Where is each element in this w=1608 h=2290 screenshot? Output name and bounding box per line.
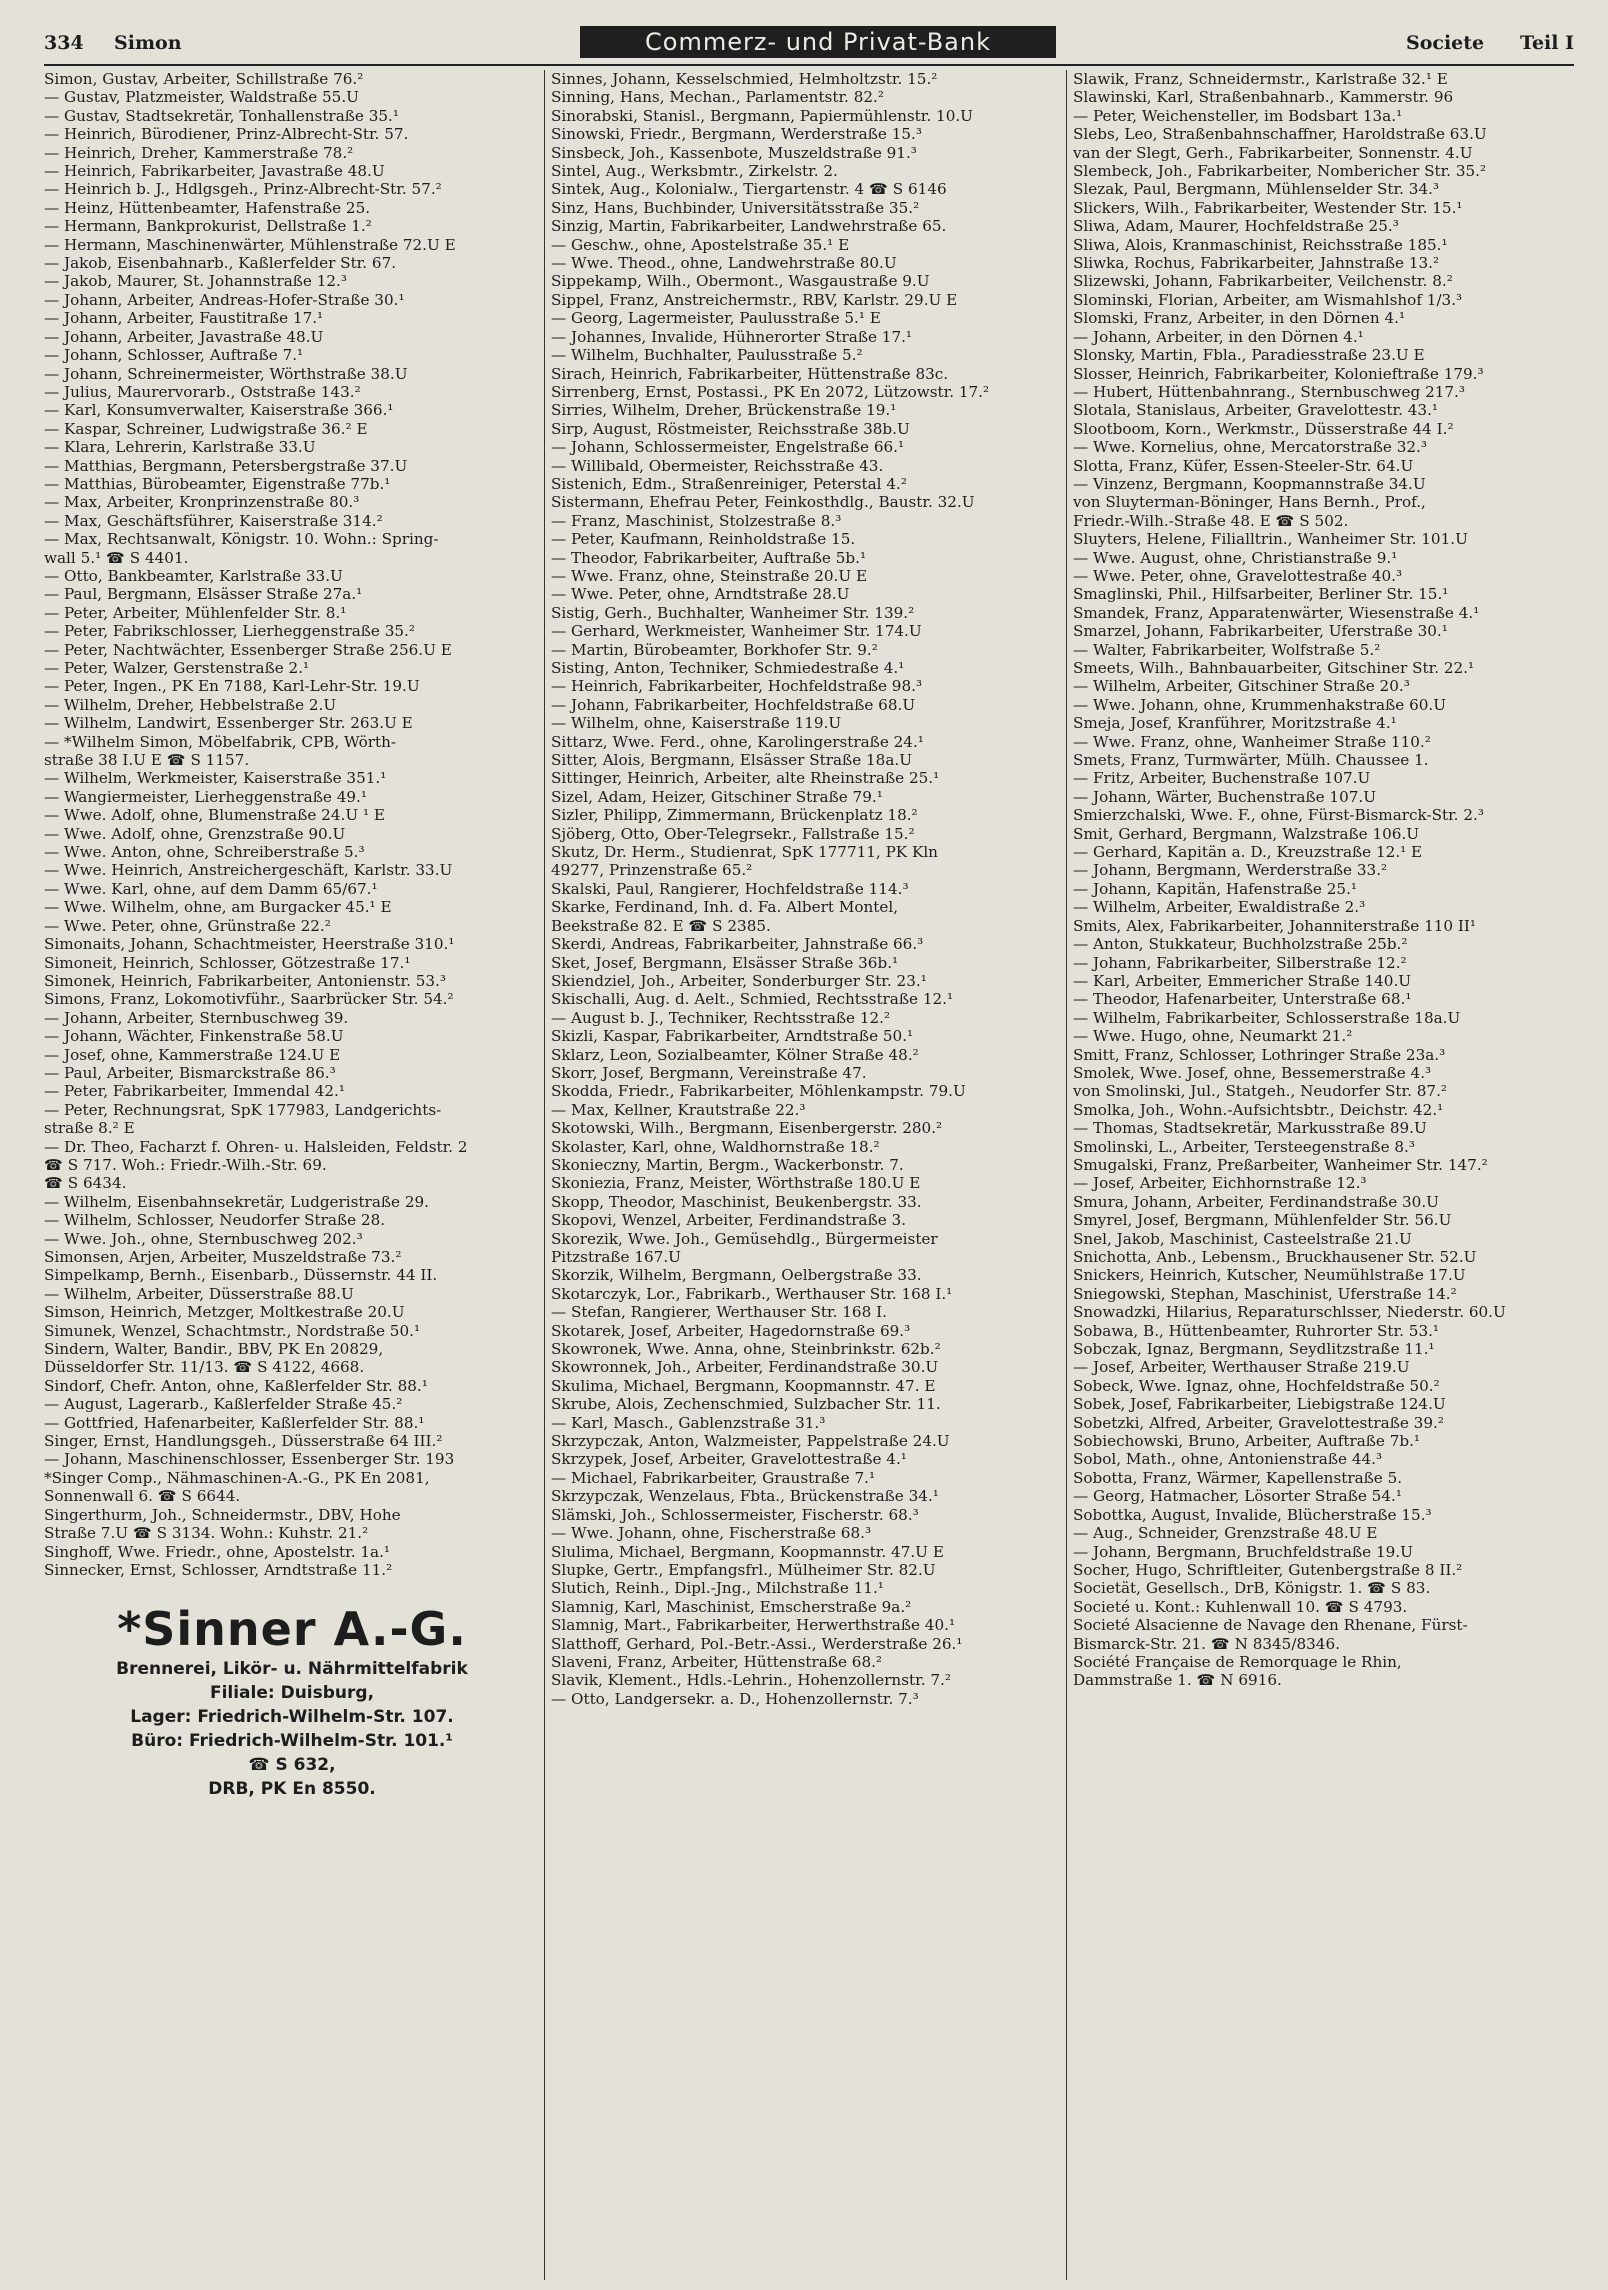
directory-entry: Pitzstraße 167.U (551, 1248, 681, 1266)
directory-entry: Smierzchalski, Wwe. F., ohne, Fürst-Bismarck-Str. 2.³ (1073, 806, 1484, 825)
directory-entry: Sluyters, Helene, Filialltrin., Wanheimer Str. 101.U (1073, 530, 1468, 549)
directory-entry: Bismarck-Str. 21. ☎ N 8345/8346. (1073, 1634, 1340, 1653)
directory-entry: — Peter, Fabrikschlosser, Lierheggenstraße 35.² (44, 622, 415, 641)
directory-entry: — Wilhelm, Arbeiter, Düsserstraße 88.U (44, 1284, 354, 1303)
directory-entry: — Heinz, Hüttenbeamter, Hafenstraße 25. (44, 198, 371, 217)
directory-entry: Slamnig, Mart., Fabrikarbeiter, Herwerthstraße 40.¹ (551, 1616, 956, 1635)
directory-entry: Singer, Ernst, Handlungsgeh., Düsserstraße 64 III.² (44, 1432, 443, 1451)
directory-entry: von Smolinski, Jul., Statgeh., Neudorfer Str. 87.² (1073, 1082, 1448, 1101)
directory-entry: Sistenich, Edm., Straßenreiniger, Peterstal 4.² (551, 474, 907, 493)
directory-entry: Skalski, Paul, Rangierer, Hochfeldstraße 114.³ (551, 879, 909, 898)
directory-entry: Singhoff, Wwe. Friedr., ohne, Apostelstr. 1a.¹ (44, 1542, 390, 1561)
directory-entry: — Wilhelm, Fabrikarbeiter, Schlosserstraße 18a.U (1073, 1008, 1461, 1027)
directory-entry: — Johann, Wärter, Buchenstraße 107.U (1073, 787, 1377, 806)
directory-entry: Slembeck, Joh., Fabrikarbeiter, Nombericher Str. 35.² (1073, 162, 1487, 181)
directory-entry: — Dr. Theo, Facharzt f. Ohren- u. Halsleiden, Feldstr. 2 (44, 1137, 468, 1156)
directory-entry: Smolek, Wwe. Josef, ohne, Bessemerstraße 4.³ (1073, 1063, 1432, 1082)
directory-entry: Skerdi, Andreas, Fabrikarbeiter, Jahnstraße 66.³ (551, 935, 924, 954)
directory-entry: Slickers, Wilh., Fabrikarbeiter, Westender Str. 15.¹ (1073, 198, 1463, 217)
directory-entry: — Gerhard, Kapitän a. D., Kreuzstraße 12.¹ E (1073, 843, 1423, 862)
directory-entry: — Gerhard, Werkmeister, Wanheimer Str. 174.U (551, 622, 922, 641)
directory-entry: — Johann, Bergmann, Werderstraße 33.² (1073, 861, 1388, 880)
directory-entry: ☎ S 717. Woh.: Friedr.-Wilh.-Str. 69. (44, 1155, 327, 1174)
directory-entry: — Peter, Arbeiter, Mühlenfelder Str. 8.¹ (44, 603, 347, 622)
directory-entry: Skorezik, Wwe. Joh., Gemüsehdlg., Bürgermeister (551, 1229, 938, 1248)
directory-entry: — Geschw., ohne, Apostelstraße 35.¹ E (551, 235, 850, 254)
directory-entry: Slawik, Franz, Schneidermstr., Karlstraße 32.¹ E (1073, 70, 1448, 88)
directory-entry: Slaveni, Franz, Arbeiter, Hüttenstraße 68.² (551, 1652, 883, 1671)
directory-entry: — Josef, Arbeiter, Werthauser Straße 219.U (1073, 1358, 1410, 1377)
directory-entry: Sobol, Math., ohne, Antonienstraße 44.³ (1073, 1450, 1383, 1469)
directory-entry: Smeets, Wilh., Bahnbauarbeiter, Gitschiner Str. 22.¹ (1073, 659, 1475, 677)
directory-entry: — Vinzenz, Bergmann, Koopmannstraße 34.U (1073, 474, 1426, 493)
directory-entry: Sliwa, Alois, Kranmaschinist, Reichsstraße 185.¹ (1073, 235, 1448, 254)
directory-entry: Sirries, Wilhelm, Dreher, Brückenstraße 19.¹ (551, 401, 897, 420)
directory-entry: — Johann, Kapitän, Hafenstraße 25.¹ (1073, 879, 1357, 898)
directory-entry: — Wilhelm, Dreher, Hebbelstraße 2.U (44, 695, 337, 714)
directory-entry: Sket, Josef, Bergmann, Elsässer Straße 36b.¹ (551, 953, 899, 972)
directory-entry: — Gottfried, Hafenarbeiter, Kaßlerfelder Str. 88.¹ (44, 1413, 425, 1432)
directory-entry: van der Slegt, Gerh., Fabrikarbeiter, Sonnenstr. 4.U (1073, 143, 1473, 162)
directory-entry: straße 8.² E (44, 1119, 135, 1138)
directory-entry: — Wilhelm, Arbeiter, Ewaldistraße 2.³ (1073, 898, 1366, 917)
directory-entry: Snowadzki, Hilarius, Reparaturschlsser, Niederstr. 60.U (1073, 1303, 1506, 1322)
directory-entry: — Wwe. Peter, ohne, Grünstraße 22.² (44, 916, 331, 935)
directory-entry: — Johann, Schreinermeister, Wörthstraße 38.U (44, 364, 408, 383)
directory-entry: Société Française de Remorquage le Rhin, (1073, 1652, 1402, 1671)
directory-entry: — Wwe. August, ohne, Christianstraße 9.¹ (1073, 548, 1398, 567)
directory-entry: Slulima, Michael, Bergmann, Koopmannstr. 47.U E (551, 1542, 944, 1561)
directory-entry: Sinorabski, Stanisl., Bergmann, Papiermühlenstr. 10.U (551, 106, 973, 125)
directory-entry: — Heinrich, Bürodiener, Prinz-Albrecht-Str. 57. (44, 125, 409, 144)
directory-entry: — Josef, Arbeiter, Eichhornstraße 12.³ (1073, 1174, 1367, 1193)
directory-entry: Slosser, Heinrich, Fabrikarbeiter, Kolonieftraße 179.³ (1073, 364, 1484, 383)
directory-entry: — Johann, Schlosser, Auftraße 7.¹ (44, 346, 304, 365)
ad-company-name: *Sinner A.-G. (117, 1602, 467, 1657)
directory-entry: Sintek, Aug., Kolonialw., Tiergartenstr. 4 ☎ S 6146 (551, 180, 947, 199)
directory-entry: Skoniezia, Franz, Meister, Wörthstraße 180.U E (551, 1174, 921, 1193)
directory-entry: Skorr, Josef, Bergmann, Vereinstraße 47. (551, 1063, 867, 1082)
directory-entry: — Wwe. Peter, ohne, Arndtstraße 28.U (551, 585, 850, 604)
directory-entry: — Heinrich b. J., Hdlgsgeh., Prinz-Albrecht-Str. 57.² (44, 180, 442, 199)
directory-entry: Skotowski, Wilh., Bergmann, Eisenbergerstr. 280.² (551, 1119, 943, 1138)
directory-entry: — Peter, Ingen., PK En 7188, Karl-Lehr-Str. 19.U (44, 677, 420, 696)
directory-entry: Sintel, Aug., Werksbmtr., Zirkelstr. 2. (551, 162, 838, 181)
directory-entry: — Karl, Konsumverwalter, Kaiserstraße 366.¹ (44, 401, 394, 420)
directory-entry: — Gustav, Platzmeister, Waldstraße 55.U (44, 88, 359, 107)
directory-entry: Slonsky, Martin, Fbla., Paradiesstraße 23.U E (1073, 346, 1425, 365)
directory-entry: — Michael, Fabrikarbeiter, Graustraße 7.¹ (551, 1468, 876, 1487)
directory-entry: Slämski, Joh., Schlossermeister, Fischerstr. 68.³ (551, 1505, 919, 1524)
directory-entry: — Heinrich, Dreher, Kammerstraße 78.² (44, 143, 354, 162)
directory-entry: — Thomas, Stadtsekretär, Markusstraße 89.U (1073, 1119, 1427, 1138)
directory-entry: Sirrenberg, Ernst, Postassi., PK En 2072, Lützowstr. 17.² (551, 382, 990, 401)
directory-entry: straße 38 I.U E ☎ S 1157. (44, 751, 250, 770)
directory-entry: Simoneit, Heinrich, Schlosser, Götzestraße 17.¹ (44, 953, 411, 972)
directory-entry: — Wwe. Kornelius, ohne, Mercatorstraße 32.³ (1073, 438, 1427, 457)
directory-entry: Sobotta, Franz, Wärmer, Kapellenstraße 5. (1073, 1468, 1403, 1487)
directory-entry: Slominski, Florian, Arbeiter, am Wismahlshof 1/3.³ (1073, 290, 1463, 309)
directory-entry: Skrube, Alois, Zechenschmied, Sulzbacher Str. 11. (551, 1395, 941, 1414)
directory-entry: — Wwe. Johann, ohne, Krummenhakstraße 60.U (1073, 695, 1447, 714)
directory-entry: wall 5.¹ ☎ S 4401. (44, 548, 189, 567)
directory-entry: Skotarczyk, Lor., Fabrikarb., Werthauser Str. 168 I.¹ (551, 1284, 953, 1303)
directory-entry: Skarke, Ferdinand, Inh. d. Fa. Albert Montel, (551, 898, 899, 917)
directory-entry: Simonsen, Arjen, Arbeiter, Muszeldstraße 73.² (44, 1248, 402, 1266)
directory-entry: — Stefan, Rangierer, Werthauser Str. 168 I. (551, 1303, 887, 1322)
directory-entry: Snickers, Heinrich, Kutscher, Neumühlstraße 17.U (1073, 1266, 1466, 1285)
advertisement-sinner (44, 1601, 540, 1801)
directory-entry: Slebs, Leo, Straßenbahnschaffner, Haroldstraße 63.U (1073, 125, 1487, 144)
directory-entry: Simunek, Wenzel, Schachtmstr., Nordstraße 50.¹ (44, 1321, 421, 1340)
directory-entry: — Johann, Wächter, Finkenstraße 58.U (44, 1027, 344, 1046)
directory-entry: — Max, Arbeiter, Kronprinzenstraße 80.³ (44, 493, 360, 512)
directory-entry: Singerthurm, Joh., Schneidermstr., DBV, Hohe (44, 1505, 401, 1524)
directory-entry: — Paul, Arbeiter, Bismarckstraße 86.³ (44, 1063, 336, 1082)
directory-entry: — Johann, Fabrikarbeiter, Silberstraße 12.² (1073, 953, 1407, 972)
directory-entry: Sinnecker, Ernst, Schlosser, Arndtstraße 11.² (44, 1560, 393, 1579)
directory-entry: — Peter, Fabrikarbeiter, Immendal 42.¹ (44, 1082, 345, 1101)
directory-entry: Sittinger, Heinrich, Arbeiter, alte Rheinstraße 25.¹ (551, 769, 940, 788)
directory-entry: — Klara, Lehrerin, Karlstraße 33.U (44, 438, 316, 457)
part-label: Teil I (1520, 32, 1574, 54)
directory-entry: Sliwa, Adam, Maurer, Hochfeldstraße 25.³ (1073, 217, 1399, 236)
directory-entry: Smaglinski, Phil., Hilfsarbeiter, Berliner Str. 15.¹ (1073, 585, 1449, 604)
directory-entry: Slootboom, Korn., Werkmstr., Düsserstraße 44 I.² (1073, 419, 1454, 438)
directory-entry: — Wilhelm, Arbeiter, Gitschiner Straße 20.³ (1073, 677, 1410, 696)
directory-entry: — Jakob, Eisenbahnarb., Kaßlerfelder Str. 67. (44, 254, 397, 273)
directory-entry: Smets, Franz, Turmwärter, Mülh. Chaussee 1. (1073, 751, 1429, 770)
directory-entry: Sippekamp, Wilh., Obermont., Wasgaustraße 9.U (551, 272, 930, 291)
ad-line-2: Filiale: Duisburg, (209, 1683, 375, 1704)
directory-entry: — Wilhelm, ohne, Kaiserstraße 119.U (551, 714, 842, 733)
directory-entry: Slomski, Franz, Arbeiter, in den Dörnen 4.¹ (1073, 309, 1406, 328)
directory-entry: — Anton, Stukkateur, Buchholzstraße 25b.² (1073, 935, 1408, 954)
directory-entry: — Paul, Bergmann, Elsässer Straße 27a.¹ (44, 585, 363, 604)
directory-entry: — Wwe. Anton, ohne, Schreiberstraße 5.³ (44, 843, 365, 862)
directory-entry: — *Wilhelm Simon, Möbelfabrik, CPB, Wörth- (44, 732, 397, 751)
directory-entry: Düsseldorfer Str. 11/13. ☎ S 4122, 4668. (44, 1358, 365, 1377)
directory-entry: — Wwe. Adolf, ohne, Blumenstraße 24.U ¹ E (44, 806, 385, 825)
directory-entry: Snichotta, Anb., Lebensm., Bruckhausener Str. 52.U (1073, 1248, 1477, 1266)
directory-entry: Simonek, Heinrich, Fabrikarbeiter, Antonienstr. 53.³ (44, 971, 446, 990)
column-3 (1066, 70, 1574, 2280)
directory-entry: — Johann, Maschinenschlosser, Essenberger Str. 193 (44, 1450, 455, 1469)
directory-entry: — Johannes, Invalide, Hühnerorter Straße 17.¹ (551, 327, 913, 346)
directory-entry: Skiendziel, Joh., Arbeiter, Sonderburger Str. 23.¹ (551, 971, 927, 990)
directory-entry: — Heinrich, Fabrikarbeiter, Javastraße 48.U (44, 162, 385, 181)
directory-entry: Slotta, Franz, Küfer, Essen-Steeler-Str. 64.U (1073, 456, 1414, 475)
directory-entry: Skolaster, Karl, ohne, Waldhornstraße 18.² (551, 1137, 880, 1156)
directory-entry: Skizli, Kaspar, Fabrikarbeiter, Arndtstraße 50.¹ (551, 1027, 914, 1046)
directory-entry: — Johann, Bergmann, Bruchfeldstraße 19.U (1073, 1542, 1413, 1561)
directory-entry: — Wilhelm, Eisenbahnsekretär, Ludgeristraße 29. (44, 1192, 429, 1211)
header-right-keyword: Societe (1406, 32, 1485, 54)
directory-entry: Simpelkamp, Bernh., Eisenbarb., Düssernstr. 44 II. (44, 1266, 438, 1285)
directory-entry: Snel, Jakob, Maschinist, Casteelstraße 21.U (1073, 1229, 1412, 1248)
directory-entry: — Wwe. Johann, ohne, Fischerstraße 68.³ (551, 1524, 872, 1543)
directory-entry: — Martin, Bürobeamter, Borkhofer Str. 9.² (551, 640, 878, 659)
directory-entry: — Willibald, Obermeister, Reichsstraße 43. (551, 456, 884, 475)
directory-entry: *Singer Comp., Nähmaschinen-A.-G., PK En 2081, (44, 1468, 430, 1487)
directory-entry: — Peter, Weichensteller, im Bodsbart 13a.¹ (1073, 106, 1403, 125)
directory-entry: Skrzypek, Josef, Arbeiter, Gravelottestraße 4.¹ (551, 1450, 907, 1469)
directory-entry: Sobiechowski, Bruno, Arbeiter, Auftraße 7b.¹ (1073, 1432, 1421, 1451)
directory-entry: Skischalli, Aug. d. Aelt., Schmied, Rechtsstraße 12.¹ (551, 990, 954, 1009)
directory-entry: — Franz, Maschinist, Stolzestraße 8.³ (551, 511, 842, 530)
directory-entry: — Wilhelm, Buchhalter, Paulusstraße 5.² (551, 346, 863, 365)
directory-entry: — Wangiermeister, Lierheggenstraße 49.¹ (44, 787, 367, 806)
directory-entry: Sirach, Heinrich, Fabrikarbeiter, Hüttenstraße 83c. (551, 364, 949, 383)
directory-entry: — Johann, Arbeiter, Javastraße 48.U (44, 327, 324, 346)
directory-entry: Slawinski, Karl, Straßenbahnarb., Kammerstr. 96 (1073, 88, 1454, 107)
header-rule (44, 64, 1574, 66)
directory-entry: Slutich, Reinh., Dipl.-Jng., Milchstraße 11.¹ (551, 1579, 884, 1598)
directory-entry: — Hermann, Maschinenwärter, Mühlenstraße 72.U E (44, 235, 456, 254)
directory-entry: Societé Alsacienne de Navage den Rhenane, Fürst- (1073, 1616, 1468, 1635)
directory-entry: — Max, Rechtsanwalt, Königstr. 10. Wohn.: Spring- (44, 530, 439, 549)
directory-entry: — Wwe. Franz, ohne, Steinstraße 20.U E (551, 566, 868, 585)
directory-entry: Skodda, Friedr., Fabrikarbeiter, Möhlenkampstr. 79.U (551, 1082, 966, 1101)
directory-entry: — Johann, Schlossermeister, Engelstraße 66.¹ (551, 438, 905, 457)
directory-entry: Sliwka, Rochus, Fabrikarbeiter, Jahnstraße 13.² (1073, 254, 1440, 273)
directory-entry: Skopovi, Wenzel, Arbeiter, Ferdinandstraße 3. (551, 1211, 907, 1230)
directory-entry: — Gustav, Stadtsekretär, Tonhallenstraße 35.¹ (44, 106, 399, 125)
directory-entry: Skopp, Theodor, Maschinist, Beukenbergstr. 33. (551, 1192, 922, 1211)
column-2 (544, 70, 1064, 2280)
column-1 (44, 70, 540, 2280)
directory-entry: — Wwe. Karl, ohne, auf dem Damm 65/67.¹ (44, 879, 378, 898)
directory-entry: Beekstraße 82. E ☎ S 2385. (551, 916, 771, 935)
directory-entry: Slezak, Paul, Bergmann, Mühlenselder Str. 34.³ (1073, 180, 1440, 199)
directory-entry: — Peter, Walzer, Gerstenstraße 2.¹ (44, 659, 310, 677)
directory-entry: — Heinrich, Fabrikarbeiter, Hochfeldstraße 98.³ (551, 677, 923, 696)
directory-entry: Smolinski, L., Arbeiter, Tersteegenstraße 8.³ (1073, 1137, 1415, 1156)
directory-entry: — Fritz, Arbeiter, Buchenstraße 107.U (1073, 769, 1371, 788)
directory-entry: — Julius, Maurervorarb., Oststraße 143.² (44, 382, 361, 401)
directory-entry: Smit, Gerhard, Bergmann, Walzstraße 106.U (1073, 824, 1420, 843)
directory-entry: — Theodor, Fabrikarbeiter, Auftraße 5b.¹ (551, 548, 867, 567)
directory-entry: — Hubert, Hüttenbahnrang., Sternbuschweg 217.³ (1073, 382, 1465, 401)
directory-entry: Sistig, Gerh., Buchhalter, Wanheimer Str. 139.² (551, 603, 915, 622)
directory-entry: 49277, Prinzenstraße 65.² (551, 861, 753, 880)
page-header (44, 22, 1574, 70)
directory-entry: Slamnig, Karl, Maschinist, Emscherstraße 9a.² (551, 1597, 912, 1616)
directory-entry: — Otto, Bankbeamter, Karlstraße 33.U (44, 566, 343, 585)
directory-entry: — Wwe. Wilhelm, ohne, am Burgacker 45.¹ E (44, 898, 392, 917)
directory-entry: Sobek, Josef, Fabrikarbeiter, Liebigstraße 124.U (1073, 1395, 1446, 1414)
directory-entry: Skutz, Dr. Herm., Studienrat, SpK 177711, PK Kln (551, 843, 938, 862)
directory-entry: — Peter, Nachtwächter, Essenberger Straße 256.U E (44, 640, 452, 659)
directory-entry: — Georg, Lagermeister, Paulusstraße 5.¹ E (551, 309, 881, 328)
directory-entry: — Otto, Landgersekr. a. D., Hohenzollernstr. 7.³ (551, 1689, 919, 1708)
directory-entry: ☎ S 6434. (44, 1174, 127, 1193)
header-band-title: Commerz- und Privat-Bank (580, 26, 1056, 58)
directory-entry: Smugalski, Franz, Preßarbeiter, Wanheimer Str. 147.² (1073, 1155, 1488, 1174)
page-number: 334 (44, 32, 84, 54)
directory-entry: — Wilhelm, Schlosser, Neudorfer Straße 28. (44, 1211, 386, 1230)
directory-entry: — Georg, Hatmacher, Lösorter Straße 54.¹ (1073, 1487, 1402, 1506)
directory-entry: — Matthias, Bürobeamter, Eigenstraße 77b.¹ (44, 474, 391, 493)
directory-entry: Dammstraße 1. ☎ N 6916. (1073, 1671, 1282, 1690)
directory-entry: — August b. J., Techniker, Rechtsstraße 12.² (551, 1008, 891, 1027)
directory-entry: Sinsbeck, Joh., Kassenbote, Muszeldstraße 91.³ (551, 143, 917, 162)
directory-entry: — Wwe. Theod., ohne, Landwehrstraße 80.U (551, 254, 897, 273)
header-left-keyword: Simon (114, 32, 182, 54)
directory-entry: Smolka, Joh., Wohn.-Aufsichtsbtr., Deichstr. 42.¹ (1073, 1100, 1444, 1119)
directory-entry: Skrzypczak, Anton, Walzmeister, Pappelstraße 24.U (551, 1432, 950, 1451)
ad-line-3: Lager: Friedrich-Wilhelm-Str. 107. (130, 1707, 454, 1728)
directory-entry: Simonaits, Johann, Schachtmeister, Heerstraße 310.¹ (44, 935, 455, 954)
directory-entry: Sklarz, Leon, Sozialbeamter, Kölner Straße 48.² (551, 1045, 919, 1064)
directory-entry: Skonieczny, Martin, Bergm., Wackerbonstr. 7. (551, 1155, 904, 1174)
directory-entry: Slupke, Gertr., Empfangsfrl., Mülheimer Str. 82.U (551, 1560, 936, 1579)
directory-entry: — Wwe. Peter, ohne, Gravelottestraße 40.³ (1073, 566, 1403, 585)
directory-entry: von Sluyterman-Böninger, Hans Bernh., Prof., (1073, 493, 1426, 512)
column-1-entries (44, 70, 540, 1579)
directory-entry: Skorzik, Wilhelm, Bergmann, Oelbergstraße 33. (551, 1266, 922, 1285)
directory-entry: — Johann, Arbeiter, in den Dörnen 4.¹ (1073, 327, 1364, 346)
directory-entry: — Max, Geschäftsführer, Kaiserstraße 314.² (44, 511, 383, 530)
directory-entry: Sinning, Hans, Mechan., Parlamentstr. 82.² (551, 88, 884, 107)
directory-entry: Sizler, Philipp, Zimmermann, Brückenplatz 18.² (551, 806, 918, 825)
directory-entry: — Johann, Arbeiter, Sternbuschweg 39. (44, 1008, 349, 1027)
directory-entry: — Wilhelm, Landwirt, Essenberger Str. 263.U E (44, 714, 413, 733)
directory-entry: Smyrel, Josef, Bergmann, Mühlenfelder Str. 56.U (1073, 1211, 1452, 1230)
directory-entry: — Josef, ohne, Kammerstraße 124.U E (44, 1045, 341, 1064)
directory-entry: Sobawa, B., Hüttenbeamter, Ruhrorter Str. 53.¹ (1073, 1321, 1440, 1340)
directory-entry: Straße 7.U ☎ S 3134. Wohn.: Kuhstr. 21.² (44, 1524, 369, 1543)
directory-entry: — Aug., Schneider, Grenzstraße 48.U E (1073, 1524, 1378, 1543)
directory-entry: Societé u. Kont.: Kuhlenwall 10. ☎ S 4793. (1073, 1597, 1408, 1616)
directory-entry: — Wwe. Adolf, ohne, Grenzstraße 90.U (44, 824, 346, 843)
directory-entry: Sippel, Franz, Anstreichermstr., RBV, Karlstr. 29.U E (551, 290, 958, 309)
directory-entry: Skulima, Michael, Bergmann, Koopmannstr. 47. E (551, 1376, 936, 1395)
directory-entry: — Theodor, Hafenarbeiter, Unterstraße 68.¹ (1073, 990, 1412, 1009)
directory-entry: Sisting, Anton, Techniker, Schmiedestraße 4.¹ (551, 659, 905, 677)
directory-entry: Sindern, Walter, Bandir., BBV, PK En 20829, (44, 1340, 384, 1359)
directory-entry: — Johann, Arbeiter, Andreas-Hofer-Straße 30.¹ (44, 290, 405, 309)
directory-entry: — Peter, Rechnungsrat, SpK 177983, Landgerichts- (44, 1100, 442, 1119)
directory-entry: — Karl, Masch., Gablenzstraße 31.³ (551, 1413, 826, 1432)
directory-entry: Smarzel, Johann, Fabrikarbeiter, Uferstraße 30.¹ (1073, 622, 1448, 641)
directory-entry: Skotarek, Josef, Arbeiter, Hagedornstraße 69.³ (551, 1321, 911, 1340)
directory-entry: Slavik, Klement., Hdls.-Lehrin., Hohenzollernstr. 7.² (551, 1671, 951, 1690)
directory-entry: Sniegowski, Stephan, Maschinist, Uferstraße 14.² (1073, 1284, 1457, 1303)
directory-entry: Sinzig, Martin, Fabrikarbeiter, Landwehrstraße 65. (551, 217, 947, 236)
directory-entry: Societät, Gesellsch., DrB, Königstr. 1. ☎ S 83. (1073, 1579, 1431, 1598)
directory-entry: Skrzypczak, Wenzelaus, Fbta., Brückenstraße 34.¹ (551, 1487, 939, 1506)
directory-entry: Sobetzki, Alfred, Arbeiter, Gravelottestraße 39.² (1073, 1413, 1444, 1432)
directory-entry: Sirp, August, Röstmeister, Reichsstraße 38b.U (551, 419, 910, 438)
directory-entry: Sobeck, Wwe. Ignaz, ohne, Hochfeldstraße 50.² (1073, 1376, 1440, 1395)
directory-entry: Sitter, Alois, Bergmann, Elsässer Straße 18a.U (551, 751, 913, 770)
directory-entry: Sinnes, Johann, Kesselschmied, Helmholtzstr. 15.² (551, 70, 938, 88)
directory-entry: Simons, Franz, Lokomotivführ., Saarbrücker Str. 54.² (44, 990, 454, 1009)
directory-entry: — Wwe. Hugo, ohne, Neumarkt 21.² (1073, 1027, 1353, 1046)
directory-entry: Sinz, Hans, Buchbinder, Universitätsstraße 35.² (551, 198, 920, 217)
directory-entry: — Peter, Kaufmann, Reinholdstraße 15. (551, 530, 856, 549)
directory-entry: Sobottka, August, Invalide, Blücherstraße 15.³ (1073, 1505, 1432, 1524)
ad-line-6: DRB, PK En 8550. (208, 1779, 376, 1800)
directory-entry: Sjöberg, Otto, Ober-Telegrsekr., Fallstraße 15.² (551, 824, 915, 843)
directory-entry: — Jakob, Maurer, St. Johannstraße 12.³ (44, 272, 347, 291)
directory-entry: Sistermann, Ehefrau Peter, Feinkosthdlg., Baustr. 32.U (551, 493, 975, 512)
directory-entry: Sobczak, Ignaz, Bergmann, Seydlitzstraße 11.¹ (1073, 1340, 1435, 1359)
directory-entry: — Karl, Arbeiter, Emmericher Straße 140.U (1073, 971, 1412, 990)
directory-entry: — Wwe. Heinrich, Anstreichergeschäft, Karlstr. 33.U (44, 861, 453, 880)
directory-entry: Smura, Johann, Arbeiter, Ferdinandstraße 30.U (1073, 1192, 1439, 1211)
directory-entry: — Wilhelm, Werkmeister, Kaiserstraße 351.¹ (44, 769, 387, 788)
directory-entry: Smitt, Franz, Schlosser, Lothringer Straße 23a.³ (1073, 1045, 1446, 1064)
directory-entry: — Hermann, Bankprokurist, Dellstraße 1.² (44, 217, 372, 236)
directory-entry: — Johann, Fabrikarbeiter, Hochfeldstraße 68.U (551, 695, 916, 714)
ad-line-4: Büro: Friedrich-Wilhelm-Str. 101.¹ (131, 1731, 453, 1752)
directory-entry: — Kaspar, Schreiner, Ludwigstraße 36.² E (44, 419, 368, 438)
directory-entry: Slotala, Stanislaus, Arbeiter, Gravelottestr. 43.¹ (1073, 401, 1438, 420)
directory-entry: Sindorf, Chefr. Anton, ohne, Kaßlerfelder Str. 88.¹ (44, 1376, 428, 1395)
directory-entry: Sonnenwall 6. ☎ S 6644. (44, 1487, 241, 1506)
directory-entry: Skowronnek, Joh., Arbeiter, Ferdinandstraße 30.U (551, 1358, 939, 1377)
directory-entry: Sizel, Adam, Heizer, Gitschiner Straße 79.¹ (551, 787, 883, 806)
directory-entry: — Wwe. Joh., ohne, Sternbuschweg 202.³ (44, 1229, 363, 1248)
ad-line-5: ☎ S 632, (248, 1755, 336, 1776)
directory-entry: Slatthoff, Gerhard, Pol.-Betr.-Assi., Werderstraße 26.¹ (551, 1634, 963, 1653)
directory-entry: Smits, Alex, Fabrikarbeiter, Johanniterstraße 110 II¹ (1073, 916, 1476, 935)
directory-entry: — Matthias, Bergmann, Petersbergstraße 37.U (44, 456, 408, 475)
directory-entry: Sittarz, Wwe. Ferd., ohne, Karolingerstraße 24.¹ (551, 732, 924, 751)
directory-entry: Friedr.-Wilh.-Straße 48. E ☎ S 502. (1073, 511, 1349, 530)
directory-entry: — Max, Kellner, Krautstraße 22.³ (551, 1100, 806, 1119)
directory-entry: — Wwe. Franz, ohne, Wanheimer Straße 110.² (1073, 732, 1431, 751)
directory-entry: Simson, Heinrich, Metzger, Moltkestraße 20.U (44, 1303, 405, 1322)
directory-entry: Socher, Hugo, Schriftleiter, Gutenbergstraße 8 II.² (1073, 1560, 1463, 1579)
directory-entry: Slizewski, Johann, Fabrikarbeiter, Veilchenstr. 8.² (1073, 272, 1453, 291)
directory-entry: — Walter, Fabrikarbeiter, Wolfstraße 5.² (1073, 640, 1381, 659)
directory-columns (44, 70, 1574, 2280)
directory-entry: Smandek, Franz, Apparatenwärter, Wiesenstraße 4.¹ (1073, 603, 1480, 622)
directory-entry: — August, Lagerarb., Kaßlerfelder Straße 45.² (44, 1395, 403, 1414)
ad-line-1: Brennerei, Likör- u. Nährmittelfabrik (116, 1659, 468, 1680)
directory-entry: — Johann, Arbeiter, Faustitraße 17.¹ (44, 309, 324, 328)
directory-entry: Simon, Gustav, Arbeiter, Schillstraße 76.² (44, 70, 364, 88)
directory-entry: Smeja, Josef, Kranführer, Moritzstraße 4.¹ (1073, 714, 1397, 733)
directory-entry: Sinowski, Friedr., Bergmann, Werderstraße 15.³ (551, 125, 922, 144)
directory-entry: Skowronek, Wwe. Anna, ohne, Steinbrinkstr. 62b.² (551, 1340, 941, 1359)
